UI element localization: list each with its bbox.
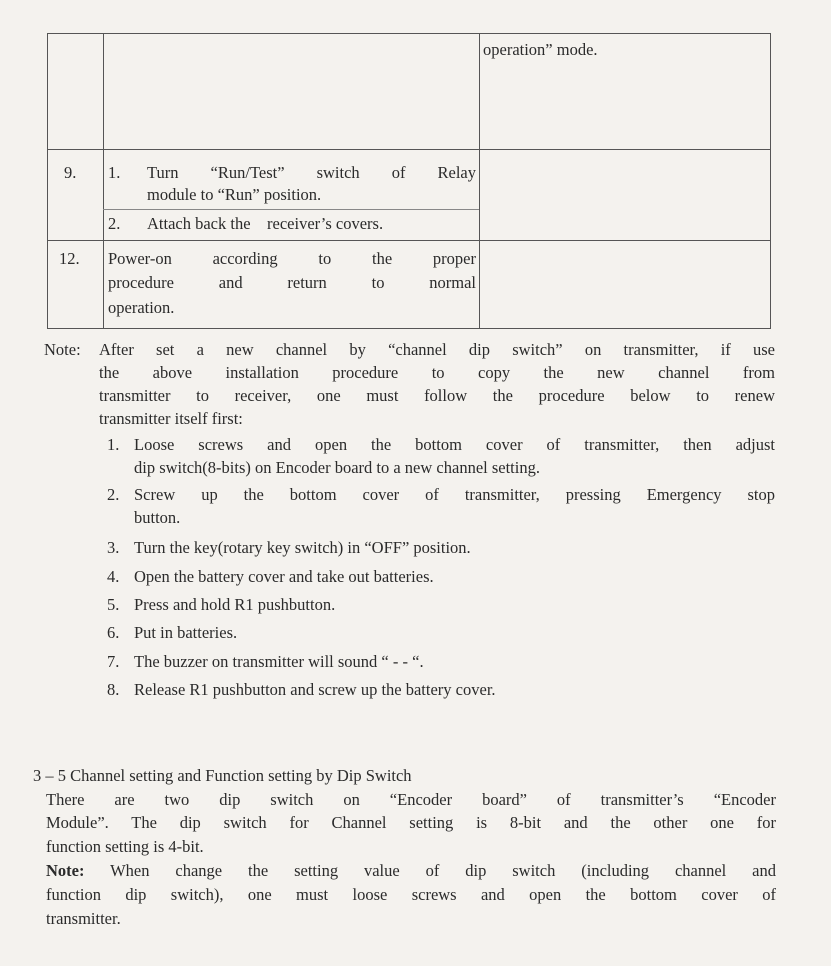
table-border-left [47,33,48,329]
list-item-number: 4. [107,567,120,586]
section-note-line: function dip switch), one must loose screws and open the bottom cover of [46,885,776,904]
list-item: button. [134,508,181,527]
section-paragraph-line: function setting is 4-bit. [46,837,204,856]
section-paragraph-line: There are two dip switch on “Encoder board” of transmitter’s “Encoder [46,790,776,809]
list-item-number: 7. [107,652,120,671]
list-item-number: 3. [107,538,120,557]
table-row-number: 12. [59,249,80,268]
table-row-number: 9. [64,163,77,182]
list-item: Release R1 pushbutton and screw up the battery cover. [134,680,496,699]
list-item: Loose screws and open the bottom cover of transmitter, then adjust [134,435,775,454]
table-step-text: Attach back the receiver’s covers. [147,214,384,233]
list-item-number: 8. [107,680,120,699]
list-item: dip switch(8-bits) on Encoder board to a new channel setting. [134,458,540,477]
section-note-label: Note: [46,861,85,880]
list-item: Put in batteries. [134,623,238,642]
note-label: Note: [44,340,81,359]
list-item: The buzzer on transmitter will sound “ - - “. [134,652,424,671]
list-item-number: 6. [107,623,120,642]
list-item: Turn the key(rotary key switch) in “OFF” position. [134,538,471,557]
table-cell-note: operation” mode. [483,40,598,59]
table-step-number: 2. [108,214,121,233]
table-step-number: 1. [108,163,121,182]
table-step-text: Turn “Run/Test” switch of Relay [147,163,476,182]
note-paragraph-line: transmitter to receiver, one must follow the procedure below to renew [99,386,775,405]
section-heading: 3 – 5 Channel setting and Function setting by Dip Switch [33,766,412,785]
section-note-line: transmitter. [46,909,121,928]
procedure-table [47,33,771,329]
table-step-text: module to “Run” position. [147,185,322,204]
table-step-text: procedure and return to normal [108,273,476,292]
table-inner-divider [103,209,479,210]
table-step-text: Power-on according to the proper [108,249,476,268]
table-border-top [47,33,771,34]
table-col-divider [103,33,104,329]
section-note-line [46,860,776,882]
table-col-divider [479,33,480,329]
list-item: Press and hold R1 pushbutton. [134,595,336,614]
note-paragraph-line: transmitter itself first: [99,409,243,428]
list-item: Open the battery cover and take out batteries. [134,567,434,586]
note-paragraph-line: After set a new channel by “channel dip switch” on transmitter, if use [99,340,775,359]
table-row-divider [47,149,771,150]
list-item-number: 2. [107,485,120,504]
list-item: Screw up the bottom cover of transmitter, pressing Emergency stop [134,485,775,504]
section-note-text: When change the setting value of dip switch (including channel and [84,861,776,880]
table-row-divider [47,240,771,241]
table-border-bottom [47,328,771,329]
list-item-number: 1. [107,435,120,454]
note-paragraph-line: the above installation procedure to copy the new channel from [99,363,775,382]
table-border-right [770,33,771,329]
table-step-text: operation. [108,298,175,317]
section-paragraph-line: Module”. The dip switch for Channel setting is 8-bit and the other one for [46,813,776,832]
list-item-number: 5. [107,595,120,614]
